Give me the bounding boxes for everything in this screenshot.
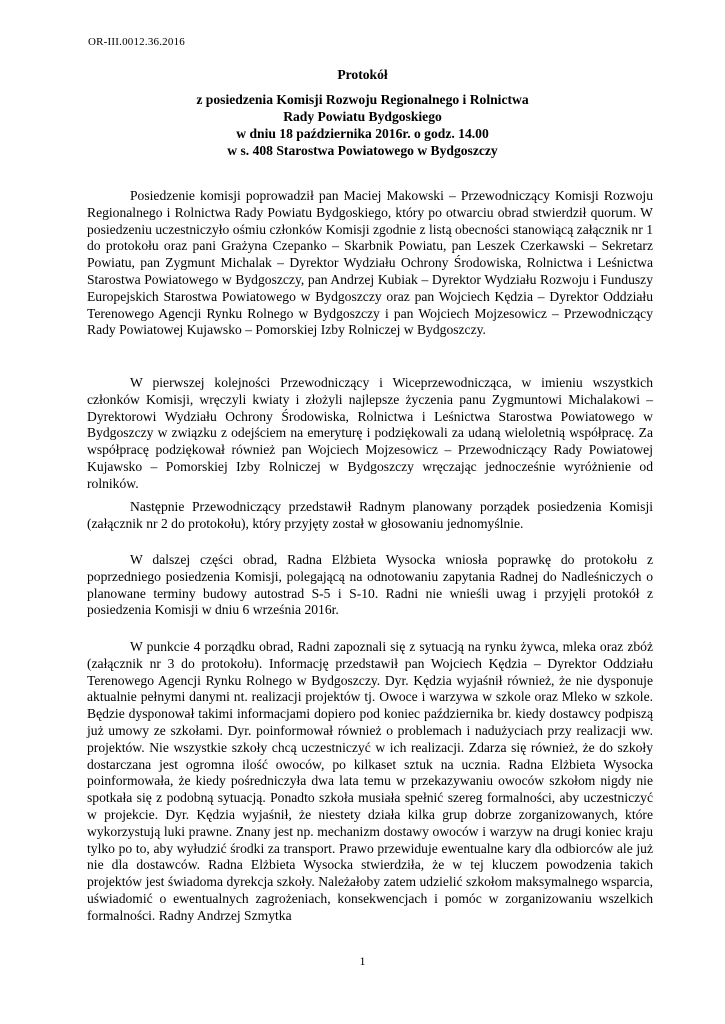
paragraph-opening: Posiedzenie komisji poprowadził pan Maciej Makowski – Przewodniczący Komisji Rozwoju Regionalnego i Rolnictwa Rady Powiatu Bydgoskiego, który po otwarciu obrad stwierdził quorum. W posiedzeniu uczestniczyło ośmiu członków Komisji zgodnie z listą obecności stanowiącą załącznik nr 1 do protokołu oraz pani Grażyna Czepanko – Skarbnik Powiatu, pan Leszek Czerkawski – Sekretarz Powiatu, pan Zygmunt Michalak – Dyrektor Wydziału Ochrony Środowiska, Rolnictwa i Leśnictwa Starostwa Powiatowego w Bydgoszczy, pan Andrzej Kubiak – Dyrektor Wydziału Rozwoju i Funduszy Europejskich Starostwa Powiatowego w Bydgoszczy oraz pan Wojciech Kędzia – Dyrektor Oddziału Terenowego Agencji Rynku Rolnego w Bydgoszczy i pan Wojciech Mojzesowicz – Przewodniczący Rady Powiatowej Kujawsko – Pomorskiej Izby Rolniczej w Bydgoszczy. (87, 188, 653, 338)
document-reference: OR-III.0012.36.2016 (88, 36, 185, 48)
paragraph-market-situation: W punkcie 4 porządku obrad, Radni zapoznali się z sytuacją na rynku żywca, mleka oraz zbóż (załącznik nr 3 do protokołu). Informację przedstawił pan Wojciech Kędzia – Dyrektor Oddziału Terenowego Agencji Rynku Rolnego w Bydgoszczy. Dyr. Kędzia wyjaśnił również, że nie dysponuje aktualnie pełnymi danymi nt. realizacji projektów tj. Owoce i warzywa w szkole oraz Mleko w szkole. Będzie dysponował takimi informacjami dopiero pod koniec października br. kiedy dostawcy podpiszą już umowy ze szkołami. Dyr. poinformował również o problemach i nadużyciach przy realizacji ww. projektów. Nie wszystkie szkoły chcą uczestniczyć w ich realizacji. Zdarza się również, że do szkoły dostarczana jest ogromna ilość owoców, po kilkaset sztuk na ucznia. Radna Elżbieta Wysocka poinformowała, że kiedy pośredniczyła dwa lata temu w przekazywaniu owoców szkołom nigdy nie spotkała się z podobną sytuacją. Ponadto szkoła musiała spełnić szereg formalności, aby uczestniczyć w projekcie. Dyr. Kędzia wyjaśnił, że niestety działa kilka grup dobrze zorganizowanych, które wykorzystują luki prawne. Znany jest np. mechanizm dostawy owoców i warzyw na drugi koniec kraju tylko po to, aby wyłudzić środki za transport. Prawo przewiduje ewentualne kary dla odbiorców ale już nie dla dostawców. Radna Elżbieta Wysocka stwierdziła, że w tej kluczem powodzenia takich projektów jest świadoma dyrekcja szkoły. Należałoby zatem udzielić szkołom maksymalnego wsparcia, uświadomić o ewentualnych zagrożeniach, konsekwencjach i pomóc w zorganizowaniu wszelkich formalności. Radny Andrzej Szmytka (87, 639, 653, 923)
paragraph-minutes-amendment: W dalszej części obrad, Radna Elżbieta Wysocka wniosła poprawkę do protokołu z poprzedniego posiedzenia Komisji, polegającą na odnotowaniu zapytania Radnej do Nadleśniczych o planowane terminy budowy autostrad S-5 i S-10. Radni nie wnieśli uwag i przyjęli protokół z posiedzenia Komisji w dniu 6 września 2016r. (87, 552, 653, 618)
paragraph-farewell: W pierwszej kolejności Przewodniczący i Wiceprzewodnicząca, w imieniu wszystkich członków Komisji, wręczyli kwiaty i złożyli najlepsze życzenia panu Zygmuntowi Michalakowi – Dyrektorowi Wydziału Ochrony Środowiska, Rolnictwa i Leśnictwa Starostwa Powiatowego w Bydgoszczy w związku z odejściem na emeryturę i podziękowali za udaną wieloletnią współpracę. Za współpracę podziękował również pan Wojciech Mojzesowicz – Przewodniczący Rady Powiatowej Kujawsko – Pomorskiej Izby Rolniczej w Bydgoszczy wręczając jednocześnie wyróżnienie od rolników. (87, 375, 653, 491)
subtitle-line-location: w s. 408 Starostwa Powiatowego w Bydgoszczy (227, 143, 498, 158)
subtitle-line-date: w dniu 18 października 2016r. o godz. 14.00 (236, 126, 489, 141)
document-title: Protokół (337, 67, 388, 82)
document-subtitle (0, 91, 725, 159)
subtitle-line-committee: z posiedzenia Komisji Rozwoju Regionalnego i Rolnictwa (196, 92, 529, 107)
subtitle-line-council: Rady Powiatu Bydgoskiego (283, 109, 442, 124)
page-number: 1 (359, 954, 366, 968)
paragraph-agenda: Następnie Przewodniczący przedstawił Radnym planowany porządek posiedzenia Komisji (załącznik nr 2 do protokołu), który przyjęty został w głosowaniu jednomyślnie. (87, 499, 653, 531)
